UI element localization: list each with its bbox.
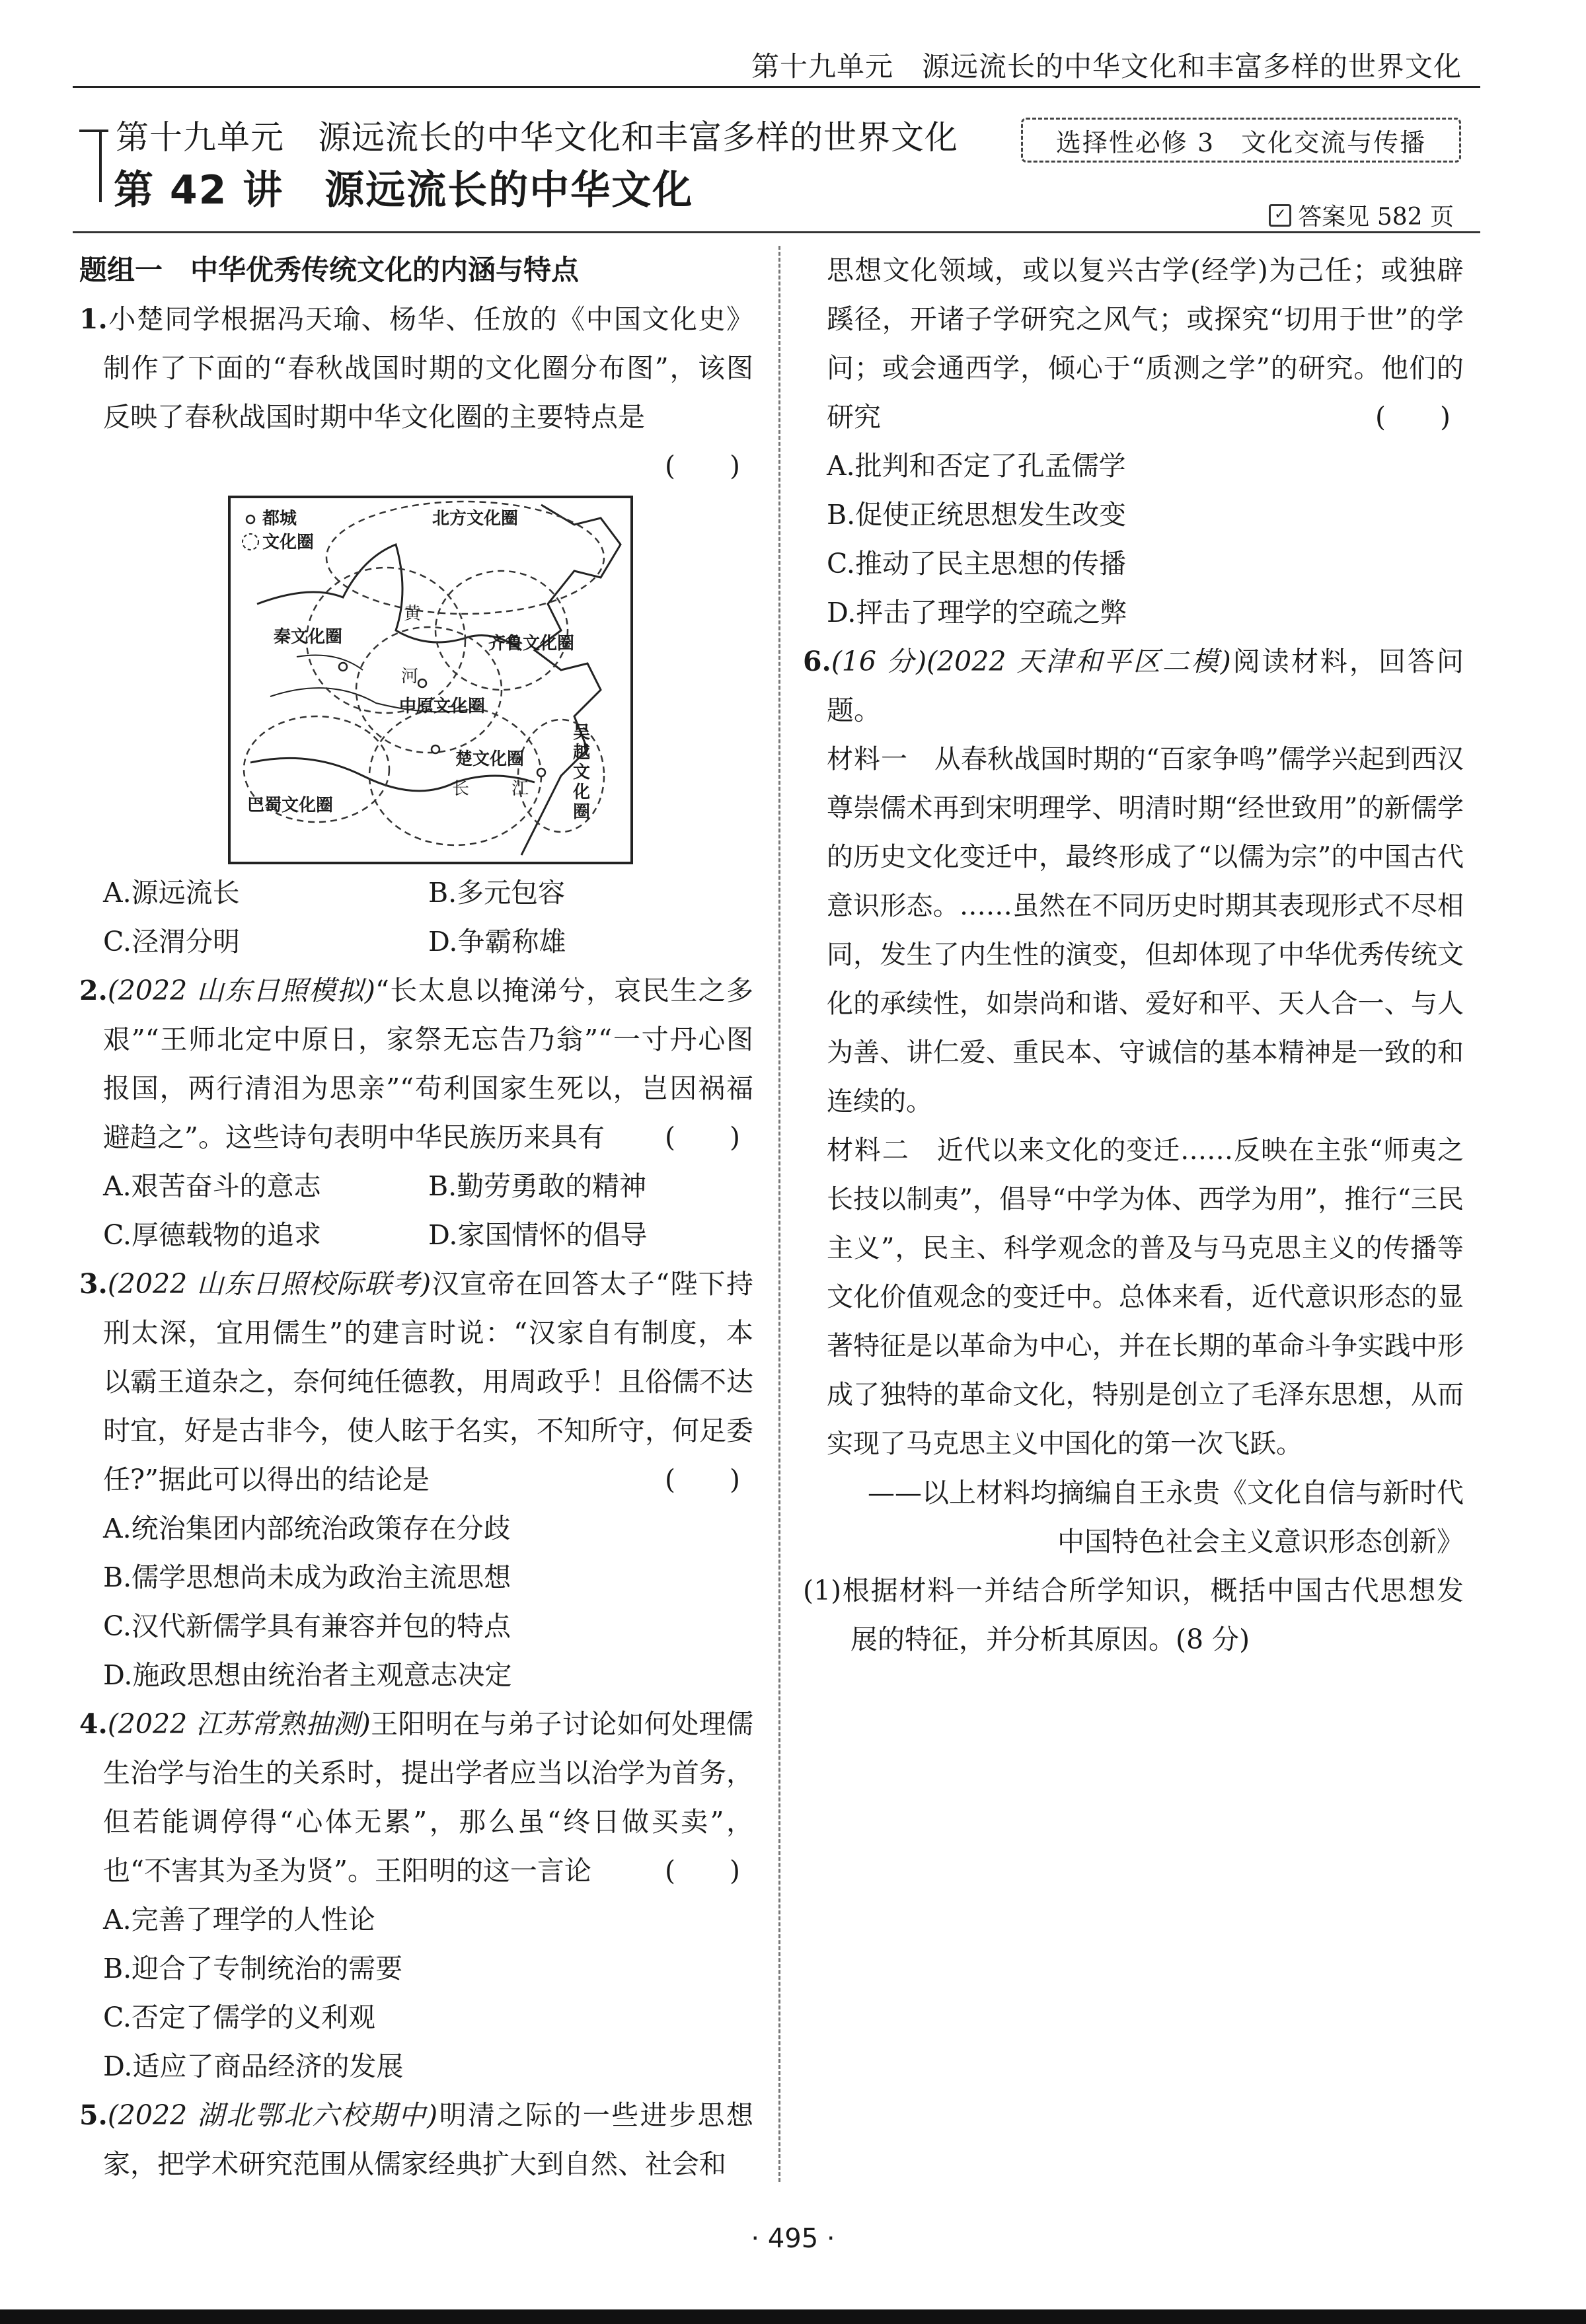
module-badge: 选择性必修 3 文化交流与传播 [1021, 118, 1461, 163]
checkbox-icon: ✓ [1269, 204, 1291, 227]
question-1-options [79, 868, 753, 966]
question-stem: 汉宣帝在回答太子“陛下持刑太深，宜用儒生”的建言时说：“汉家自有制度，本以霸王道杂之，奈何纯任德教，用周政乎！且俗儒不达时宜，好是古非今，使人眩于名实，不知所守，何足委任?”据此可以得出的结论是 [103, 1268, 753, 1495]
option-d[interactable]: D.争霸称雄 [428, 926, 566, 957]
legend-city-label: 都城 [262, 509, 297, 529]
section-rule [73, 231, 1480, 233]
option-b[interactable]: B.促使正统思想发生改变 [827, 499, 1127, 531]
legend-circle-label: 文化圈 [262, 533, 315, 552]
option-c[interactable]: C.推动了民主思想的传播 [827, 548, 1126, 580]
running-head: 第十九单元 源远流长的中华文化和丰富多样的世界文化 [751, 50, 1462, 83]
question-source: (2022 湖北鄂北六校期中) [107, 2099, 438, 2131]
question-2 [79, 966, 753, 1162]
map-label-huang: 黄 [404, 604, 422, 624]
question-stem: “长太息以掩涕兮，哀民生之多艰”“王师北定中原日，家祭无忘告乃翁”“一寸丹心图报国，两行清泪为思亲”“苟利国家生死以，岂因祸福避趋之”。这些诗句表明中华民族历来具有 [103, 975, 753, 1153]
right-column [803, 246, 1464, 1664]
material-1-text: 从春秋战国时期的“百家争鸣”儒学兴起到西汉尊崇儒术再到宋明理学、明清时期“经世致用”的新儒学的历史文化变迁中，最终形成了“以儒为宗”的中国古代意识形态。……虽然在不同历史时期其表现形式不尽相同，发生了内生性的演变，但却体现了中华优秀传统文化的承续性，如崇尚和谐、爱好和平、天人合一、与人为善、讲仁爱、重民本、守诚信的基本精神是一致的和连续的。 [827, 744, 1464, 1117]
scan-edge [0, 2309, 1586, 2324]
question-source: (16 分)(2022 天津和平区二模) [831, 646, 1231, 677]
question-1 [79, 295, 753, 490]
map-label-qilu: 齐鲁文化圈 [488, 634, 575, 654]
map-label-wuyue: 吴越文化圈 [573, 723, 591, 822]
map-label-zhongyuan: 中原文化圈 [399, 696, 486, 716]
question-stem-part1: 明清之际的一些进步思想家，把学术研究范围从儒家经典扩大到自然、社会和 [103, 2099, 754, 2180]
map-label-chang: 长 [452, 779, 470, 799]
question-number: 1. [79, 303, 108, 335]
answer-reference-text: 答案见 582 页 [1298, 204, 1454, 231]
answer-parens: ( ) [1375, 401, 1451, 433]
question-number: 4. [79, 1708, 108, 1740]
question-number: 5. [79, 2099, 108, 2131]
answer-reference [1269, 198, 1454, 232]
column-divider [778, 246, 780, 2182]
option-a[interactable]: A.源远流长 [103, 877, 240, 909]
question-2-options [79, 1162, 753, 1259]
map-label-jiang: 江 [511, 779, 529, 799]
answer-parens: ( ) [665, 450, 740, 482]
question-number: 3. [79, 1268, 108, 1300]
question-stem-part2: 思想文化领域，或以复兴古学(经学)为己任；或独辟蹊径，开诸子学研究之风气；或探究“切用于世”的学问；或会通西学，倾心于“质测之学”的研究。他们的研究 [827, 254, 1464, 433]
option-b[interactable]: B.多元包容 [428, 877, 566, 909]
answer-parens: ( ) [665, 1464, 740, 1495]
sub-question-1 [803, 1566, 1464, 1664]
unit-title: 第十九单元 源远流长的中华文化和丰富多样的世界文化 [116, 118, 958, 157]
culture-circle-map [228, 496, 633, 864]
question-6 [803, 637, 1464, 735]
material-2-text: 近代以来文化的变迁……反映在主张“师夷之长技以制夷”，倡导“中学为体、西学为用”，推行“三民主义”，民主、科学观念的普及与马克思主义的传播等文化价值观念的变迁中。总体来看，近代意识形态的显著特征是以革命为中心，并在长期的革命斗争实践中形成了独特的革命文化，特别是创立了毛泽东思想，从而实现了马克思主义中国化的第一次飞跃。 [827, 1135, 1464, 1459]
citation-line-1: ——以上材料均摘编自王永贵《文化自信与新时代 [868, 1477, 1464, 1509]
option-c[interactable]: C.泾渭分明 [103, 926, 240, 957]
question-source: (2022 山东日照校际联考) [107, 1268, 432, 1300]
page-number: · 495 · [751, 2224, 835, 2254]
map-label-he: 河 [401, 667, 419, 687]
question-number: 2. [79, 975, 108, 1006]
left-column [79, 246, 753, 2189]
option-b[interactable]: B.勤劳勇敢的精神 [428, 1170, 647, 1202]
question-source: (2022 江苏常熟抽测) [107, 1708, 371, 1740]
map-label-chu: 楚文化圈 [455, 749, 525, 769]
question-5 [79, 2091, 753, 2189]
material-1 [803, 735, 1464, 1126]
material-1-label: 材料一 [827, 744, 909, 774]
option-a[interactable]: A.艰苦奋斗的意志 [103, 1170, 321, 1202]
material-2 [803, 1126, 1464, 1468]
option-a[interactable]: A.批判和否定了孔孟儒学 [827, 450, 1126, 482]
option-b[interactable]: B.迎合了专制统治的需要 [103, 1953, 403, 1984]
lecture-title: 第 42 讲 源远流长的中华文化 [114, 167, 694, 213]
sub-question-text: (1)根据材料一并结合所学知识，概括中国古代思想发展的特征，并分析其原因。(8 分) [803, 1575, 1464, 1655]
question-5-continued [803, 246, 1464, 441]
map-label-qin: 秦文化圈 [274, 627, 343, 647]
map-label-north: 北方文化圈 [432, 509, 519, 529]
option-d[interactable]: D.适应了商品经济的发展 [103, 2050, 404, 2082]
question-stem: 阅读材料，回答问题。 [827, 646, 1464, 726]
answer-parens: ( ) [665, 1855, 740, 1887]
question-4 [79, 1700, 753, 1895]
title-bracket-vertical [99, 130, 102, 202]
option-c[interactable]: C.厚德载物的追求 [103, 1219, 321, 1251]
group-title: 题组一 中华优秀传统文化的内涵与特点 [79, 254, 580, 286]
option-c[interactable]: C.汉代新儒学具有兼容并包的特点 [103, 1610, 511, 1642]
option-b[interactable]: B.儒学思想尚未成为政治主流思想 [103, 1561, 511, 1593]
option-c[interactable]: C.否定了儒学的义利观 [103, 2002, 375, 2033]
question-stem: 王阳明在与弟子讨论如何处理儒生治学与治生的关系时，提出学者应当以治学为首务，但若能调停得“心体无累”，那么虽“终日做买卖”，也“不害其为圣为贤”。王阳明的这一言论 [103, 1708, 754, 1887]
question-source: (2022 山东日照模拟) [107, 975, 375, 1006]
question-stem: 小楚同学根据冯天瑜、杨华、任放的《中国文化史》制作了下面的“春秋战国时期的文化圈分布图”，该图反映了春秋战国时期中华文化圈的主要特点是 [103, 303, 753, 433]
option-d[interactable]: D.施政思想由统治者主观意志决定 [103, 1659, 512, 1691]
answer-parens: ( ) [665, 1121, 740, 1153]
option-a[interactable]: A.完善了理学的人性论 [103, 1904, 375, 1935]
question-3 [79, 1259, 753, 1504]
option-a[interactable]: A.统治集团内部统治政策存在分歧 [103, 1513, 511, 1544]
citation-line-2: 中国特色社会主义意识形态创新》 [1057, 1526, 1464, 1557]
map-label-bashu: 巴蜀文化圈 [247, 796, 334, 815]
title-bracket [79, 130, 108, 132]
option-d[interactable]: D.家国情怀的倡导 [428, 1219, 648, 1251]
option-d[interactable]: D.抨击了理学的空疏之弊 [827, 597, 1127, 628]
material-2-label: 材料二 [827, 1135, 910, 1166]
question-number: 6. [803, 646, 831, 677]
header-rule [73, 86, 1480, 88]
